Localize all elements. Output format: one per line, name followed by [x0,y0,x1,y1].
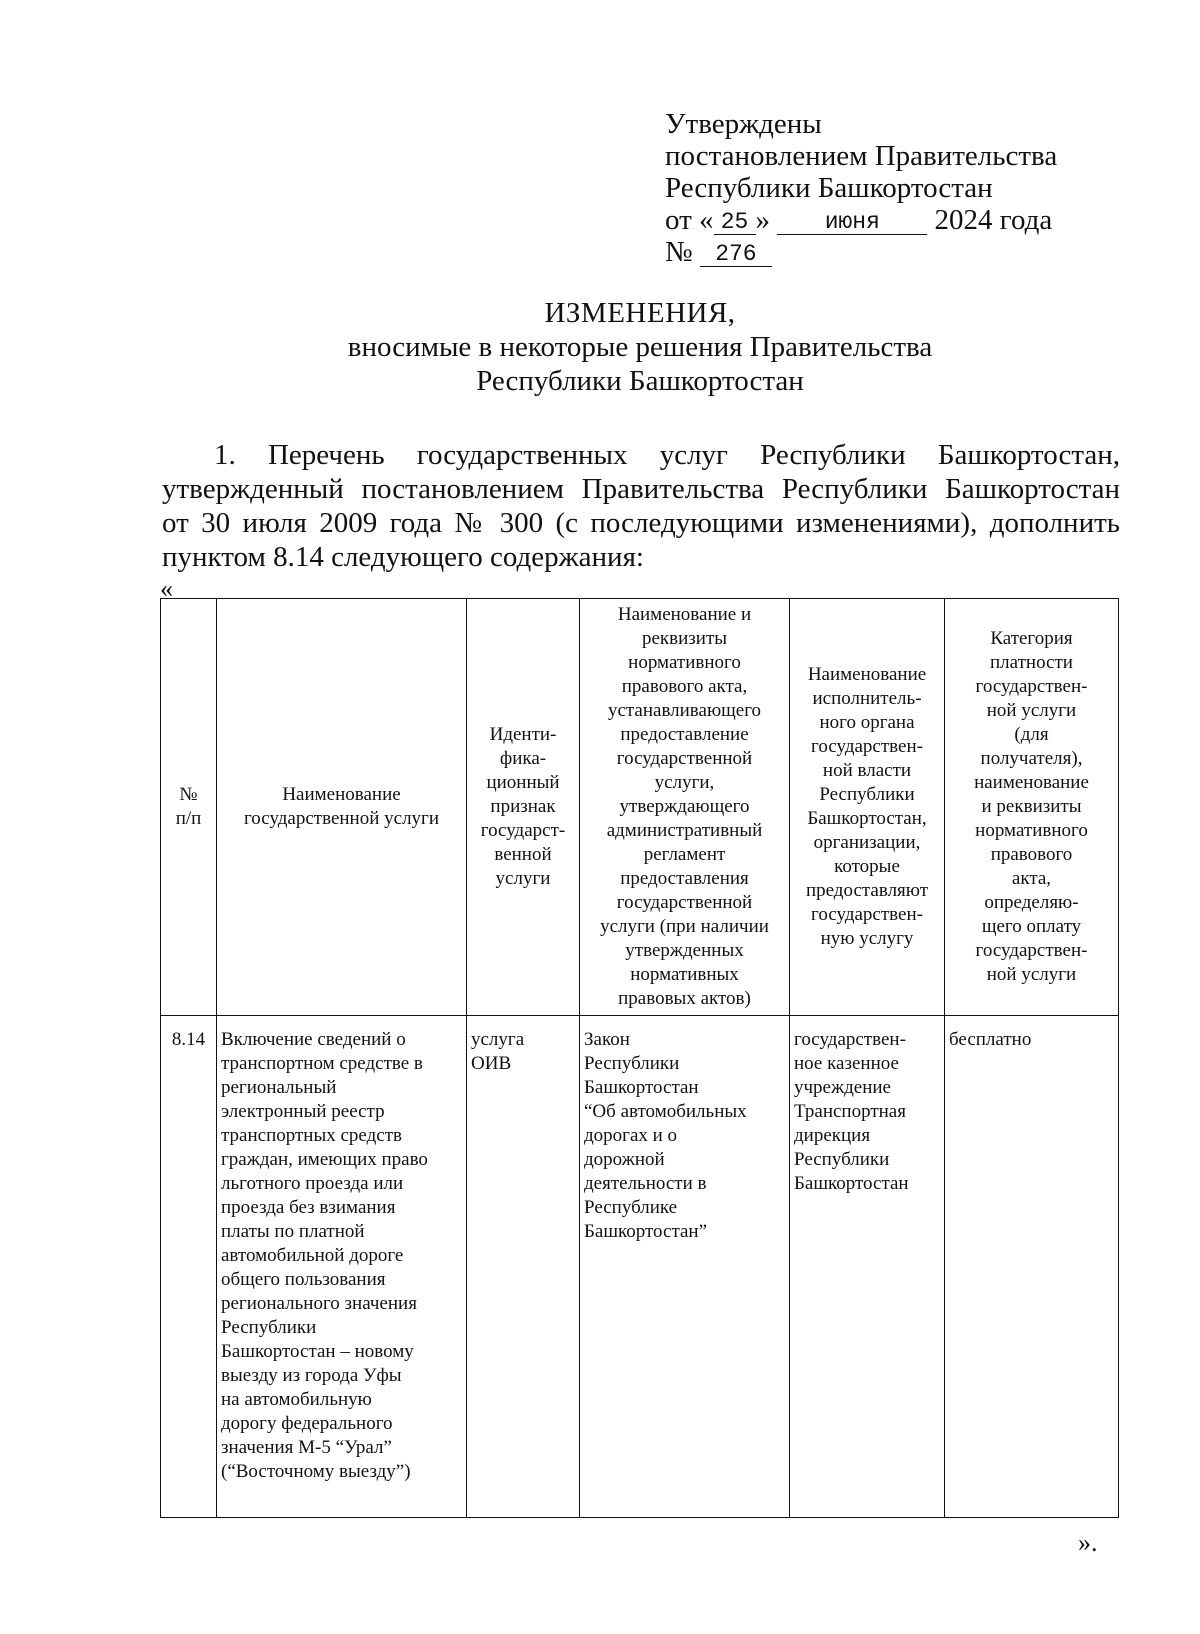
header-payment: Категория платности государствен- ной услуги (для получателя), наименование и реквизиты нормативного правового акта, определяю- щего оплату государствен- ной услуги [945,599,1119,1016]
approval-block [665,108,1057,268]
paragraph-line4: пунктом 8.14 следующего содержания: [162,541,644,573]
approval-line-republic: Республики Башкортостан [665,172,993,204]
document-subtitle-line1: вносимые в некоторые решения Правительства [347,331,933,363]
number-value: 276 [700,242,772,267]
approval-date [665,204,1057,236]
main-paragraph [162,438,1120,574]
approval-line-approved: Утверждены [665,108,822,140]
header-service-name: Наименование государственной услуги [217,599,467,1016]
document-heading [0,296,1200,398]
cell-legal-act: Закон Республики Башкортостан “Об автомобильных дорогах и о дорожной деятельности в Республике Башкортостан” [580,1016,790,1518]
paragraph-line3: от 30 июля 2009 года № 300 (с последующими изменениями), дополнить [162,507,1120,539]
header-identifier: Иденти- фика- ционный признак государст- венной услуги [467,599,580,1016]
cell-number: 8.14 [161,1016,217,1518]
approval-line-resolution: постановлением Правительства [665,140,1058,172]
table-row [161,1016,1119,1518]
paragraph-line1: 1. Перечень государственных услуг Республики Башкортостан, [214,439,1120,471]
cell-authority: государствен- ное казенное учреждение Транспортная дирекция Республики Башкортостан [790,1016,945,1518]
document-subtitle-line2: Республики Башкортостан [476,365,804,397]
date-year: 2024 года [934,204,1053,236]
opening-quote: « [160,574,173,603]
number-prefix: № [665,236,693,268]
date-mid: » [755,204,771,236]
date-month: июня [777,210,927,235]
date-prefix: от « [665,204,714,236]
cell-identifier: услуга ОИВ [467,1016,580,1518]
header-authority: Наименование исполнитель- ного органа государствен- ной власти Республики Башкортостан, организации, которые предоставляют государствен- ную услугу [790,599,945,1016]
header-legal-act: Наименование и реквизиты нормативного правового акта, устанавливающего предоставление государственной услуги, утверждающего административный регламент предоставления государственной услуги (при наличии утвержденных нормативных правовых актов) [580,599,790,1016]
header-number: № п/п [161,599,217,1016]
approval-number [665,236,1057,268]
paragraph-line2: утвержденный постановлением Правительства Республики Башкортостан [162,473,1120,505]
document-title: ИЗМЕНЕНИЯ, [544,297,736,329]
cell-service-name: Включение сведений о транспортном средстве в региональный электронный реестр транспортных средств граждан, имеющих право льготного проезда или проезда без взимания платы по платной автомобильной дороге общего пользования регионального значения Республики Башкортостан – новому выезду из города Уфы на автомобильную дорогу федерального значения М-5 “Урал” (“Восточному выезду”) [217,1016,467,1518]
table-header-row [161,599,1119,1016]
cell-payment: бесплатно [945,1016,1119,1518]
closing-quote: ». [1078,1528,1098,1557]
services-table [160,598,1119,1518]
date-day: 25 [714,210,756,235]
